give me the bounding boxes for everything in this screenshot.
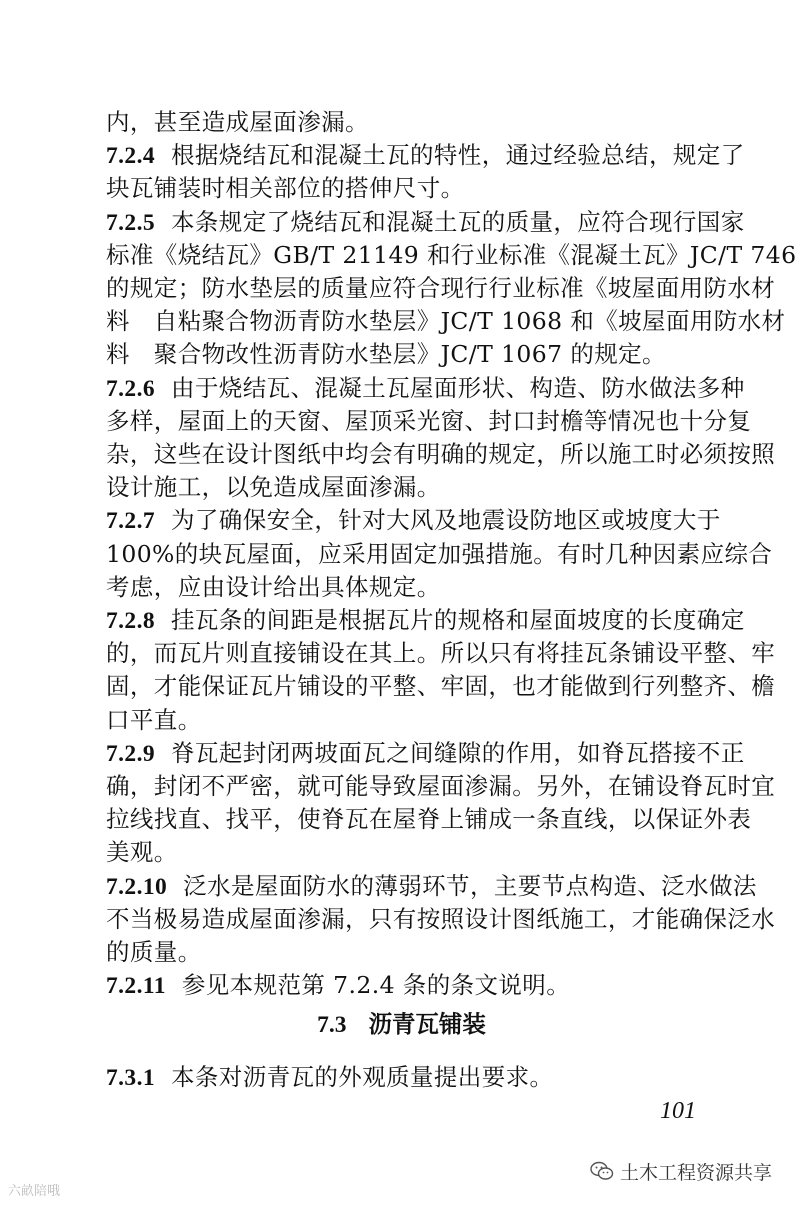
clause-text: 由于烧结瓦、混凝土瓦屋面形状、构造、防水做法多种 [171,373,745,402]
section-title: 沥青瓦铺装 [368,1010,486,1038]
clause-number: 7.3.1 [106,1065,155,1091]
clause-number: 7.2.10 [106,873,168,900]
clause-text: 挂瓦条的间距是根据瓦片的规格和屋面坡度的长度确定 [171,606,745,634]
watermark-account [590,1156,772,1186]
text-line [106,1057,716,1097]
section-heading [0,1004,803,1045]
watermark-right-text: 土木工程资源共享 [620,1161,773,1184]
wechat-icon [590,1161,614,1181]
clause-text: 内，甚至造成屋面渗漏。 [106,108,369,136]
page-number: 101 [660,1098,696,1124]
clause-text: 不当极易造成屋面渗漏，只有按照设计图纸施工，才能确保泛水 [106,904,776,933]
clause-text: 100%的块瓦屋面，应采用固定加强措施。有时几种因素应综合 [106,539,773,568]
clause-text: 泛水是屋面防水的薄弱环节，主要节点构造、泛水做法 [183,871,757,900]
clause-number: 7.2.11 [106,973,166,1000]
clause-text: 口平直。 [106,705,202,734]
clause-text: 块瓦铺装时相关部位的搭伸尺寸。 [106,174,465,203]
clause-text: 杂，这些在设计图纸中均会有明确的规定，所以施工时必须按照 [106,440,776,468]
clause-text: 固，才能保证瓦片铺设的平整、牢固，也才能做到行列整齐、檐 [106,672,776,701]
clause-text: 料 自粘聚合物沥青防水垫层》JC/T 1068 和《坡屋面用防水材 [106,307,786,336]
clause-number: 7.2.6 [106,375,155,402]
clause-text: 的质量。 [106,938,202,966]
clause-text: 拉线找直、找平，使脊瓦在屋脊上铺成一条直线，以保证外表 [106,805,752,834]
clause-text: 本条规定了烧结瓦和混凝土瓦的质量，应符合现行国家 [171,207,745,236]
clause-number: 7.2.7 [106,508,155,535]
clause-text: 为了确保安全，针对大风及地震设防地区或坡度大于 [171,506,721,535]
section-number: 7.3 [317,1012,347,1038]
clause-text: 标准《烧结瓦》GB/T 21149 和行业标准《混凝土瓦》JC/T 746 [106,240,797,269]
clause-text: 的规定；防水垫层的质量应符合现行行业标准《坡屋面用防水材 [106,274,776,302]
clause-number: 7.2.8 [106,608,155,634]
text-line [106,965,716,1005]
clause-text: 料 聚合物改性沥青防水垫层》JC/T 1067 的规定。 [106,340,666,369]
clause-text: 的，而瓦片则直接铺设在其上。所以只有将挂瓦条铺设平整、牢 [106,639,776,668]
clause-text: 设计施工，以免造成屋面渗漏。 [106,473,441,502]
clause-text: 确，封闭不严密，就可能导致屋面渗漏。另外，在铺设脊瓦时宜 [106,772,776,800]
clause-text: 考虑，应由设计给出具体规定。 [106,572,441,601]
clause-text: 参见本规范第 7.2.4 条的条文说明。 [181,971,571,1000]
clause-text: 多样，屋面上的天窗、屋顶采光窗、封口封檐等情况也十分复 [106,406,752,435]
clause-text: 美观。 [106,838,178,867]
clause-number: 7.2.5 [106,209,155,236]
clause-text: 根据烧结瓦和混凝土瓦的特性，通过经验总结，规定了 [171,141,745,170]
clause-text: 脊瓦起封闭两坡面瓦之间缝隙的作用，如脊瓦搭接不正 [171,738,745,767]
clause-text: 本条对沥青瓦的外观质量提出要求。 [171,1063,554,1091]
clause-number: 7.2.9 [106,740,155,767]
clause-number: 7.2.4 [106,143,155,170]
watermark-left: 六畝陪哦 [8,1184,61,1199]
